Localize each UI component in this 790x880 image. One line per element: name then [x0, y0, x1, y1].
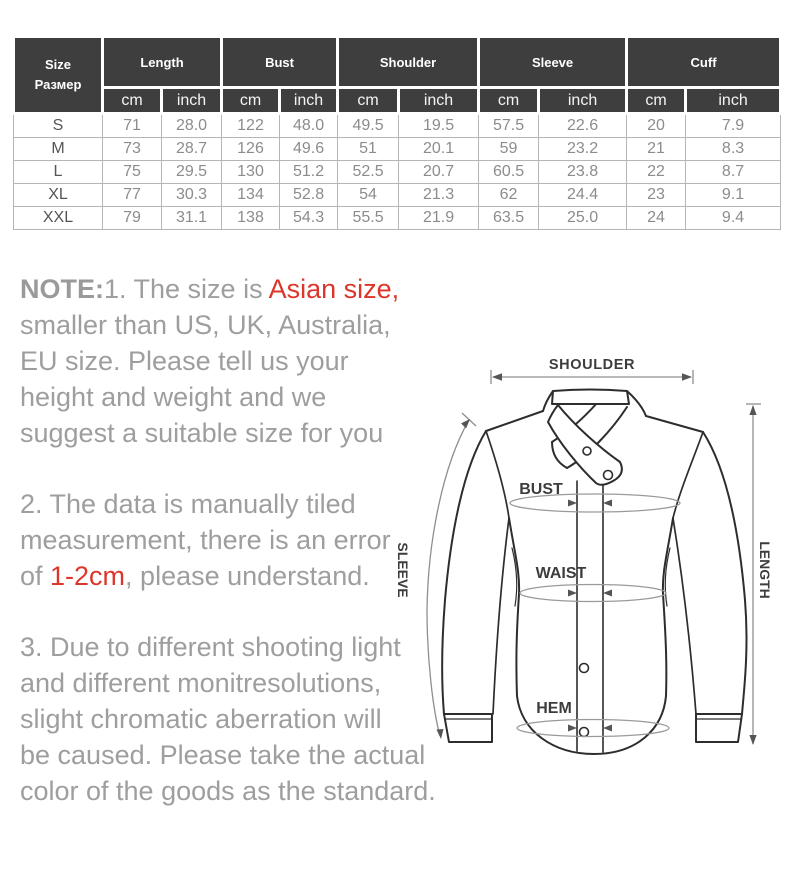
hem-ellipse	[517, 720, 669, 737]
value-cell: 24	[627, 207, 686, 230]
note-line	[20, 307, 480, 343]
sleeve-arrowheads	[437, 419, 471, 739]
table-row	[14, 138, 781, 161]
placket-button	[580, 664, 589, 673]
value-cell: 9.1	[686, 184, 781, 207]
placket-buttons	[580, 664, 589, 737]
sleeve-dimension-arrow	[427, 413, 476, 736]
size-chart-table	[12, 35, 782, 230]
value-cell: 28.7	[162, 138, 222, 161]
note-text: EU size. Please tell us your	[20, 346, 349, 376]
value-cell: 29.5	[162, 161, 222, 184]
value-cell: 57.5	[479, 114, 539, 138]
collar-button	[604, 471, 613, 480]
value-cell: 62	[479, 184, 539, 207]
unit-header-inch: inch	[539, 88, 627, 114]
size-table-body	[14, 114, 781, 230]
note-text: and different monitresolutions,	[20, 668, 382, 698]
unit-header-cm: cm	[103, 88, 162, 114]
value-cell: 31.1	[162, 207, 222, 230]
size-column-header	[14, 37, 103, 114]
collar-button	[583, 447, 591, 455]
table-row	[14, 114, 781, 138]
note-text: suggest a suitable size for you	[20, 418, 384, 448]
value-cell: 21	[627, 138, 686, 161]
note-text: 1. The size is	[104, 274, 269, 304]
value-cell: 22	[627, 161, 686, 184]
value-cell: 21.9	[399, 207, 479, 230]
note-text: slight chromatic aberration will	[20, 704, 382, 734]
value-cell: 52.5	[338, 161, 399, 184]
unit-header-cm: cm	[222, 88, 280, 114]
unit-header-inch: inch	[280, 88, 338, 114]
size-cell: S	[14, 114, 103, 138]
note-text: 2. The data is manually tiled	[20, 489, 356, 519]
waist-ellipse	[520, 585, 666, 602]
note-text: color of the goods as the standard.	[20, 776, 436, 806]
placket-button	[580, 728, 589, 737]
note-text: NOTE:	[20, 274, 104, 304]
value-cell: 23.8	[539, 161, 627, 184]
value-cell: 30.3	[162, 184, 222, 207]
value-cell: 7.9	[686, 114, 781, 138]
value-cell: 28.0	[162, 114, 222, 138]
value-cell: 122	[222, 114, 280, 138]
value-cell: 63.5	[479, 207, 539, 230]
value-cell: 71	[103, 114, 162, 138]
collar	[543, 390, 646, 485]
value-cell: 23	[627, 184, 686, 207]
value-cell: 8.7	[686, 161, 781, 184]
unit-header-inch: inch	[686, 88, 781, 114]
value-cell: 23.2	[539, 138, 627, 161]
unit-header-inch: inch	[162, 88, 222, 114]
note-text: measurement, there is an error	[20, 525, 391, 555]
column-header-length: Length	[103, 37, 222, 88]
size-cell: XL	[14, 184, 103, 207]
value-cell: 20.7	[399, 161, 479, 184]
value-cell: 51.2	[280, 161, 338, 184]
note-text: of	[20, 561, 51, 591]
value-cell: 25.0	[539, 207, 627, 230]
value-cell: 51	[338, 138, 399, 161]
note-line	[20, 271, 480, 307]
size-header-en: Size	[44, 56, 71, 72]
note-text: , please understand.	[125, 561, 370, 591]
column-header-bust: Bust	[222, 37, 338, 88]
value-cell: 55.5	[338, 207, 399, 230]
value-cell: 130	[222, 161, 280, 184]
note-highlight: 1-2cm	[50, 561, 126, 591]
value-cell: 60.5	[479, 161, 539, 184]
column-header-cuff: Cuff	[627, 37, 781, 88]
size-header-ru: Размер	[34, 77, 82, 92]
table-row	[14, 161, 781, 184]
value-cell: 73	[103, 138, 162, 161]
value-cell: 21.3	[399, 184, 479, 207]
value-cell: 49.6	[280, 138, 338, 161]
size-cell: L	[14, 161, 103, 184]
value-cell: 126	[222, 138, 280, 161]
value-cell: 9.4	[686, 207, 781, 230]
value-cell: 24.4	[539, 184, 627, 207]
value-cell: 19.5	[399, 114, 479, 138]
unit-header-inch: inch	[399, 88, 479, 114]
value-cell: 48.0	[280, 114, 338, 138]
value-cell: 22.6	[539, 114, 627, 138]
table-row	[14, 207, 781, 230]
note-text: smaller than US, UK, Australia,	[20, 310, 391, 340]
table-row	[14, 184, 781, 207]
value-cell: 75	[103, 161, 162, 184]
length-label: LENGTH	[757, 541, 773, 599]
value-cell: 8.3	[686, 138, 781, 161]
ellipse-arrowheads	[568, 500, 612, 732]
unit-header-cm: cm	[479, 88, 539, 114]
value-cell: 54.3	[280, 207, 338, 230]
value-cell: 54	[338, 184, 399, 207]
note-text: 3. Due to different shooting light	[20, 632, 401, 662]
value-cell: 52.8	[280, 184, 338, 207]
waist-label: WAIST	[535, 565, 587, 582]
value-cell: 134	[222, 184, 280, 207]
sleeve-label: SLEEVE	[395, 542, 411, 598]
note-line	[20, 773, 480, 809]
note-highlight: Asian size,	[268, 274, 400, 304]
unit-header-cm: cm	[627, 88, 686, 114]
bust-label: BUST	[519, 481, 563, 498]
size-cell: XXL	[14, 207, 103, 230]
size-cell: M	[14, 138, 103, 161]
value-cell: 49.5	[338, 114, 399, 138]
value-cell: 79	[103, 207, 162, 230]
value-cell: 59	[479, 138, 539, 161]
value-cell: 138	[222, 207, 280, 230]
hem-label: HEM	[536, 700, 572, 717]
unit-header-cm: cm	[338, 88, 399, 114]
value-cell: 77	[103, 184, 162, 207]
value-cell: 20	[627, 114, 686, 138]
shoulder-label: SHOULDER	[548, 357, 636, 373]
column-header-sleeve: Sleeve	[479, 37, 627, 88]
column-header-shoulder: Shoulder	[338, 37, 479, 88]
value-cell: 20.1	[399, 138, 479, 161]
note-text: be caused. Please take the actual	[20, 740, 426, 770]
note-text: height and weight and we	[20, 382, 327, 412]
shirt-measurement-diagram	[385, 345, 790, 775]
